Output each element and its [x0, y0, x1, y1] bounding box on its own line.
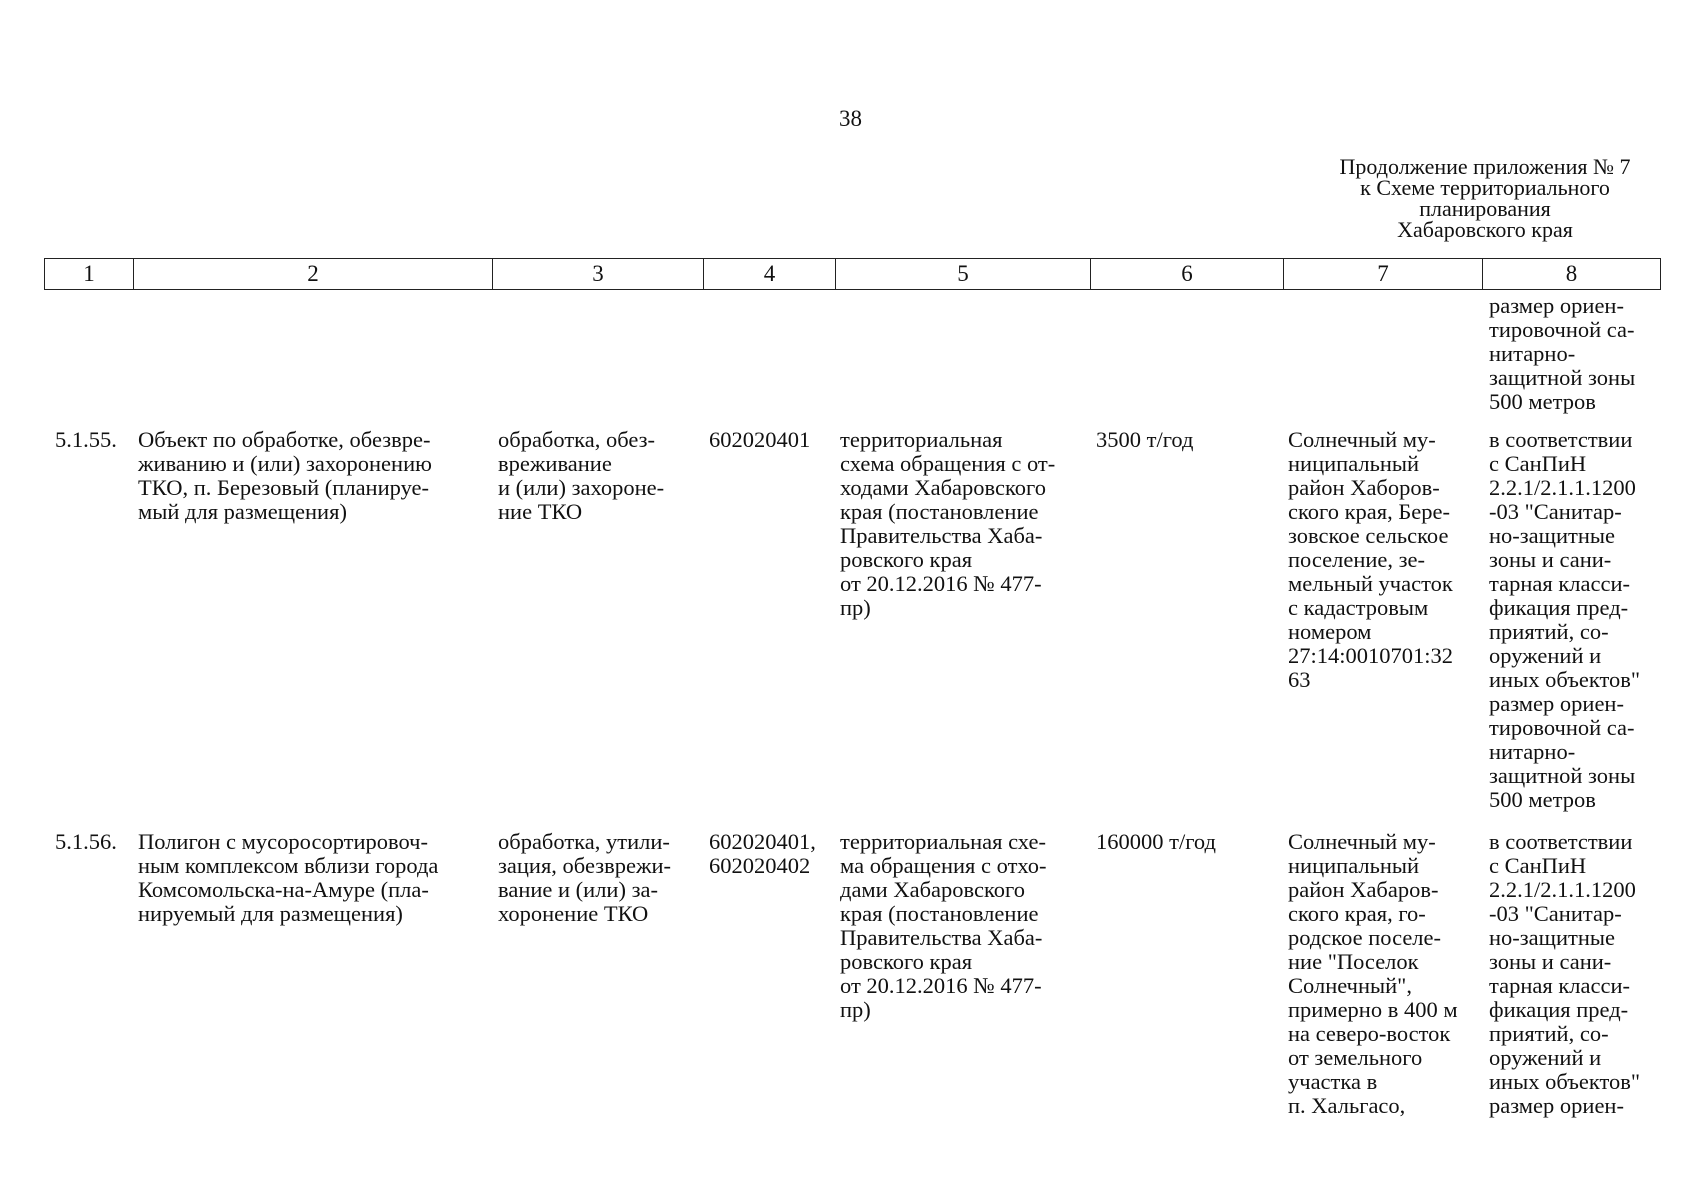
page-number: 38: [839, 106, 862, 131]
appendix-caption: [1290, 156, 1680, 240]
row-id: 5.1.56.: [55, 829, 117, 854]
sanitary-zone-cell: в соответствии с СанПиН 2.2.1/2.1.1.1200 -03 "Санитар- но-защитные зоны и сани- тарная класси- фикация пред- приятий, со- оружений и иных объектов" размер ориен- тировочной са- нитарно- защитной зоны 500 метров: [1489, 427, 1641, 812]
column-number: 8: [1483, 259, 1661, 290]
location-cell: Солнечный му- ниципальный район Хабаров- ского края, го- родское поселе- ние "Поселок Солнечный", примерно в 400 м на северо-восток от земельного участка в п. Хальгасо,: [1288, 829, 1458, 1118]
column-number: 6: [1091, 259, 1284, 290]
column-number: 2: [134, 259, 493, 290]
row-id: 5.1.55.: [55, 427, 117, 452]
waste-code-cell: 602020401, 602020402: [709, 829, 816, 878]
purpose-cell: обработка, утили- зация, обезврежи- вание и (или) за- хоронение ТКО: [498, 829, 672, 926]
object-name-cell: Полигон с мусоросортировоч- ным комплексом вблизи города Комсомольска-на-Амуре (пла- нируемый для размещения): [138, 829, 439, 926]
caption-line: к Схеме территориального: [1360, 175, 1610, 200]
column-number: 5: [836, 259, 1091, 290]
basis-cell: территориальная схема обращения с от- ходами Хабаровского края (постановление Правительства Хаба- ровского края от 20.12.2016 № 477- пр): [840, 427, 1056, 620]
column-number-header: [44, 258, 1661, 290]
column-number: 7: [1284, 259, 1483, 290]
caption-line: Продолжение приложения № 7: [1339, 154, 1631, 179]
column-number: 3: [493, 259, 704, 290]
purpose-cell: обработка, обез- вреживание и (или) захороне- ние ТКО: [498, 427, 665, 524]
waste-code-cell: 602020401: [709, 427, 811, 452]
basis-cell: территориальная схе- ма обращения с отхо- дами Хабаровского края (постановление Правительства Хаба- ровского края от 20.12.2016 № 477- пр): [840, 829, 1047, 1022]
location-cell: Солнечный му- ниципальный район Хаборов- ского края, Бере- зовское сельское поселение, зе- мельный участок с кадастровым номером 27:14:0010701:32 63: [1288, 427, 1454, 692]
column-number: 1: [45, 259, 134, 290]
capacity-cell: 3500 т/год: [1096, 427, 1194, 452]
column-number: 4: [704, 259, 836, 290]
sanitary-zone-cell: в соответствии с СанПиН 2.2.1/2.1.1.1200 -03 "Санитар- но-защитные зоны и сани- тарная класси- фикация пред- приятий, со- оружений и иных объектов" размер ориен-: [1489, 829, 1641, 1118]
caption-line: Хабаровского края: [1397, 217, 1573, 242]
object-name-cell: Объект по обработке, обезвре- живанию и (или) захоронению ТКО, п. Березовый (планируе- мый для размещения): [138, 427, 432, 524]
caption-line: планирования: [1419, 196, 1551, 221]
continued-zone-cell: размер ориен- тировочной са- нитарно- защитной зоны 500 метров: [1489, 293, 1636, 414]
capacity-cell: 160000 т/год: [1096, 829, 1216, 854]
